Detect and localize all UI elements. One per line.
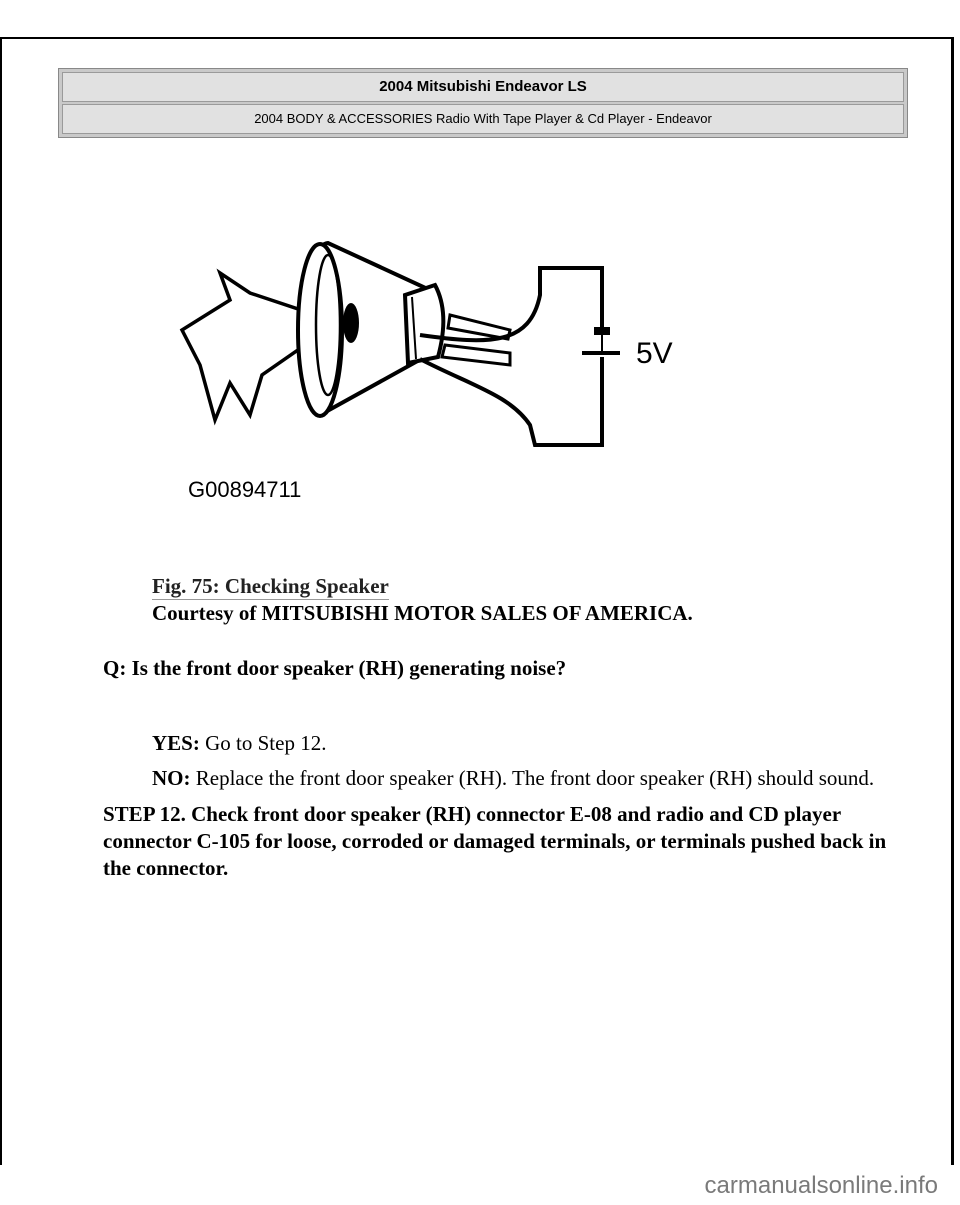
probe-upper: [448, 315, 510, 339]
speaker-magnet: [405, 285, 443, 363]
figure-id: G00894711: [188, 477, 302, 502]
question-text: Q: Is the front door speaker (RH) generating noise?: [103, 656, 567, 680]
sound-burst-icon: [182, 273, 313, 420]
speaker-center: [343, 303, 359, 343]
document-header: [58, 68, 908, 138]
header-subtitle: 2004 BODY & ACCESSORIES Radio With Tape Player & Cd Player - Endeavor: [62, 104, 904, 134]
figure-title[interactable]: Fig. 75: Checking Speaker: [152, 574, 389, 598]
yes-text: Go to Step 12.: [205, 731, 327, 755]
wire-lower: [420, 357, 602, 445]
yes-label: YES:: [152, 731, 200, 755]
figure-caption: [152, 573, 693, 626]
figure-courtesy: Courtesy of MITSUBISHI MOTOR SALES OF AMERICA.: [152, 601, 693, 625]
watermark: carmanualsonline.info: [704, 1172, 938, 1199]
battery-plate-positive: [594, 327, 610, 335]
probe-lower: [442, 345, 510, 365]
speaker-diagram: [180, 235, 673, 510]
header-title: 2004 Mitsubishi Endeavor LS: [62, 72, 904, 102]
answer-yes: [152, 730, 892, 756]
voltage-label: 5V: [636, 337, 673, 370]
no-text: Replace the front door speaker (RH). The front door speaker (RH) should sound.: [195, 766, 875, 790]
no-label: NO:: [152, 766, 191, 790]
step-12-text: STEP 12. Check front door speaker (RH) connector E-08 and radio and CD player connector C-105 for loose, corroded or damaged terminals, or terminals pushed back in the connector.: [103, 802, 887, 880]
speaker-figure: [180, 235, 673, 515]
answer-no: [152, 765, 892, 791]
